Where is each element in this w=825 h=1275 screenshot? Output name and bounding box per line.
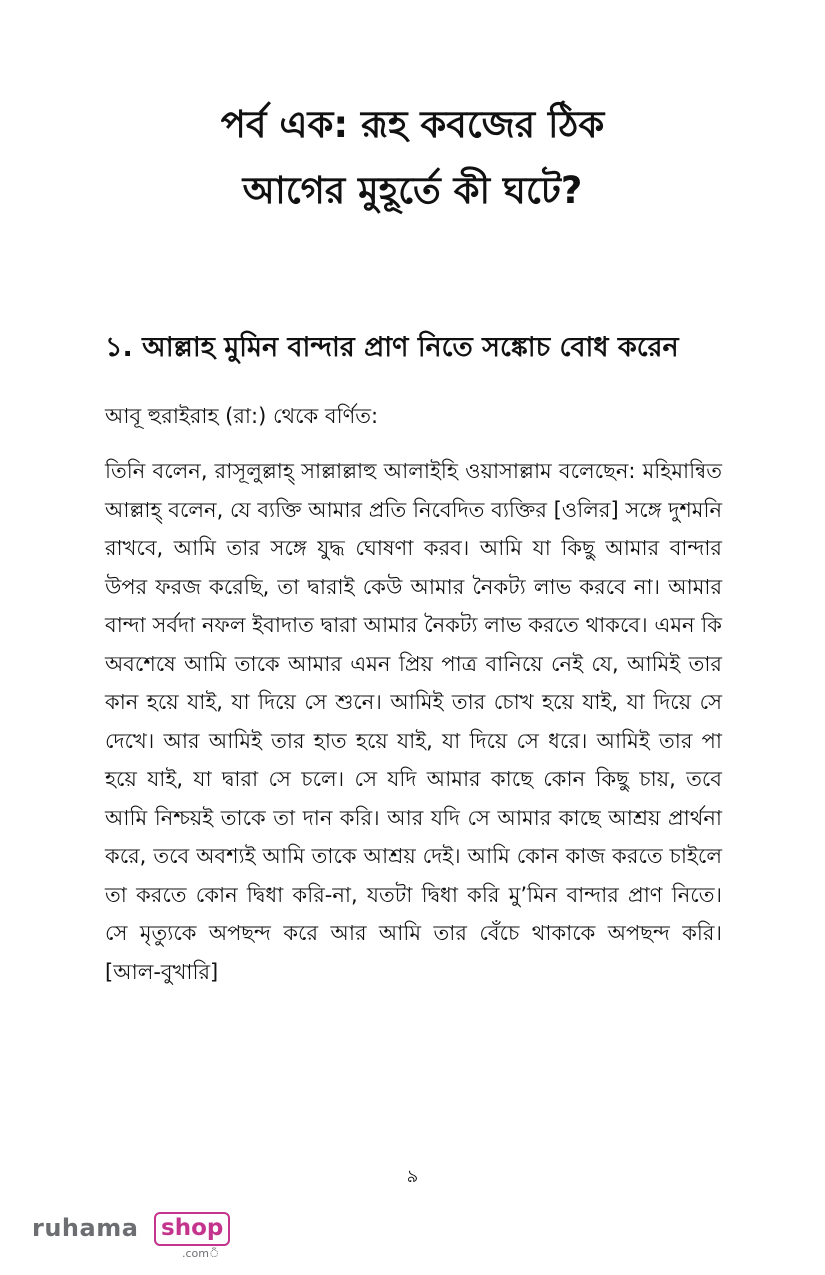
- hadith-text: তিনি বলেন, রাসূলুল্লাহ্‌ সাল্লাল্লাহু আলাইহি ওয়াসাল্লাম বলেছেন: মহিমান্বিত আল্লাহ্‌ বলেন, যে ব্যক্তি আমার প্রতি নিবেদিত ব্যক্তির [ওলির] সঙ্গে দুশমনি রাখবে, আমি তার সঙ্গে যুদ্ধ ঘোষণা করব। আমি যা কিছু আমার বান্দার উপর ফরজ করেছি, তা দ্বারাই কেউ আমার নৈকট্য লাভ করবে না। আমার বান্দা সর্বদা নফল ইবাদাত দ্বারা আমার নৈকট্য লাভ করতে থাকবে। এমন কি অবশেষে আমি তাকে আমার এমন প্রিয় পাত্র বানিয়ে নেই যে, আমিই তার কান হয়ে যাই, যা দিয়ে সে শুনে। আমিই তার চোখ হয়ে যাই, যা দিয়ে সে দেখে। আর আমিই তার হাত হয়ে যাই, যা দিয়ে সে ধরে। আমিই তার পা হয়ে যাই, যা দ্বারা সে চলে। সে যদি আমার কাছে কোন কিছু চায়, তবে আমি নিশ্চয়ই তাকে তা দান করি। আর যদি সে আমার কাছে আশ্রয় প্রার্থনা করে, তবে অবশ্যই আমি তাকে আশ্রয় দেই। আমি কোন কাজ করতে চাইলে তা করতে কোন দ্বিধা করি-না, যতটা দ্বিধা করি মু’মিন বান্দার প্রাণ নিতে। সে মৃত্যুকে অপছন্দ করে আর আমি তার বেঁচে থাকাকে অপছন্দ করি। [আল-বুখারি]: [105, 459, 722, 984]
- narrator-line: আবূ হুরাইরাহ (রা:) থেকে বর্ণিত:: [105, 404, 379, 428]
- watermark-shop-badge: shop: [154, 1212, 230, 1246]
- chapter-title: [60, 92, 765, 224]
- chapter-title-line-2: আগের মুহূর্তে কী ঘটে?: [242, 169, 583, 212]
- chapter-title-line-1: পর্ব এক: রূহ কবজের ঠিক: [220, 103, 605, 146]
- watermark-domain: .comঁ: [182, 1247, 220, 1260]
- section-heading: ১. আল্লাহ মুমিন বান্দার প্রাণ নিতে সঙ্কোচ বোধ করেন: [105, 332, 679, 363]
- page-number: ৯: [406, 1166, 419, 1187]
- watermark-brand: ruhama: [32, 1214, 139, 1242]
